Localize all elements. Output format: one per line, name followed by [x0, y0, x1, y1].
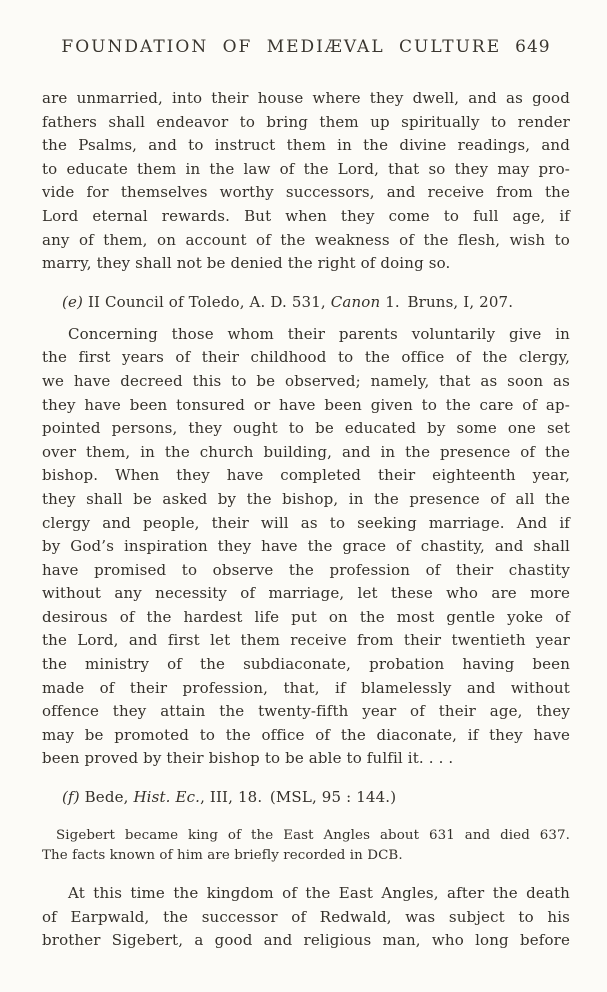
- text-line: The facts known of him are briefly recorded in DCB.: [42, 847, 403, 863]
- text-line: brother Sigebert, a good and religious man, who long before: [42, 931, 570, 950]
- text-line: clergy and people, their will as to seeking marriage. And if: [42, 513, 570, 532]
- text-line: any of them, on account of the weakness of the flesh, wish to: [42, 230, 570, 249]
- text-line: bishop. When they have completed their eighteenth year,: [42, 466, 570, 485]
- text-line: desirous of the hardest life put on the most gentle yoke of: [42, 607, 570, 626]
- heading-segment: Canon: [330, 292, 381, 311]
- text-line: they shall be asked by the bishop, in the presence of all the: [42, 489, 570, 508]
- heading-segment: , III, 18. (MSL, 95 : 144.): [200, 788, 397, 807]
- text-line: have promised to observe the profession of their chastity: [42, 560, 570, 579]
- text-line: offence they attain the twenty-fifth year of their age, they: [42, 702, 570, 721]
- text-line: the ministry of the subdiaconate, probation having been: [42, 655, 570, 674]
- paragraph-toledo-canon: [42, 323, 570, 771]
- heading-segment: 1. Bruns, I, 207.: [380, 292, 514, 311]
- running-head: [42, 36, 570, 58]
- footnote-sigebert: [42, 826, 570, 865]
- text-line: Concerning those whom their parents voluntarily give in: [68, 324, 570, 343]
- text-line: we have decreed this to be observed; namely, that as soon as: [42, 371, 570, 390]
- text-line: may be promoted to the office of the diaconate, if they have: [42, 725, 570, 744]
- text-line: by God’s inspiration they have the grace of chastity, and shall: [42, 537, 570, 556]
- page-number: 649: [515, 37, 551, 57]
- section-heading-e: [42, 291, 570, 313]
- section-heading-f: [42, 786, 570, 808]
- heading-segment: (e): [62, 292, 84, 311]
- text-line: are unmarried, into their house where they dwell, and as good: [42, 89, 570, 107]
- text-line: Sigebert became king of the East Angles about 631 and died 637.: [56, 828, 570, 844]
- text-line: the Psalms, and to instruct them in the divine readings, and: [42, 136, 570, 155]
- text-line: without any necessity of marriage, let these who are more: [42, 584, 570, 603]
- heading-segment: (f): [62, 788, 80, 807]
- paragraph-east-angles: [42, 882, 570, 953]
- text-line: of Earpwald, the successor of Redwald, was subject to his: [42, 907, 570, 926]
- text-line: pointed persons, they ought to be educated by some one set: [42, 419, 570, 438]
- text-line: vide for themselves worthy successors, and receive from the: [42, 183, 570, 202]
- running-head-title: FOUNDATION OF MEDIÆVAL CULTURE: [61, 37, 502, 57]
- text-line: fathers shall endeavor to bring them up spiritually to render: [42, 112, 570, 131]
- text-line: At this time the kingdom of the East Angles, after the death: [68, 884, 570, 903]
- text-line: the Lord, and first let them receive from their twentieth year: [42, 631, 570, 650]
- text-line: over them, in the church building, and in the presence of the: [42, 442, 570, 461]
- text-line: marry, they shall not be denied the right of doing so.: [42, 254, 451, 273]
- text-line: they have been tonsured or have been given to the care of ap-: [42, 395, 570, 414]
- text-line: been proved by their bishop to be able to fulfil it. . . .: [42, 749, 454, 768]
- heading-segment: Bede,: [79, 788, 134, 807]
- text-line: Lord eternal rewards. But when they come to full age, if: [42, 206, 570, 225]
- text-line: to educate them in the law of the Lord, that so they may pro-: [42, 159, 570, 178]
- heading-segment: Hist. Ec.: [133, 788, 201, 807]
- text-line: made of their profession, that, if blamelessly and without: [42, 678, 570, 697]
- paragraph-continuation: [42, 87, 570, 276]
- text-line: the first years of their childhood to the office of the clergy,: [42, 348, 570, 367]
- heading-segment: II Council of Toledo, A. D. 531,: [83, 292, 331, 311]
- text-column: [42, 87, 570, 953]
